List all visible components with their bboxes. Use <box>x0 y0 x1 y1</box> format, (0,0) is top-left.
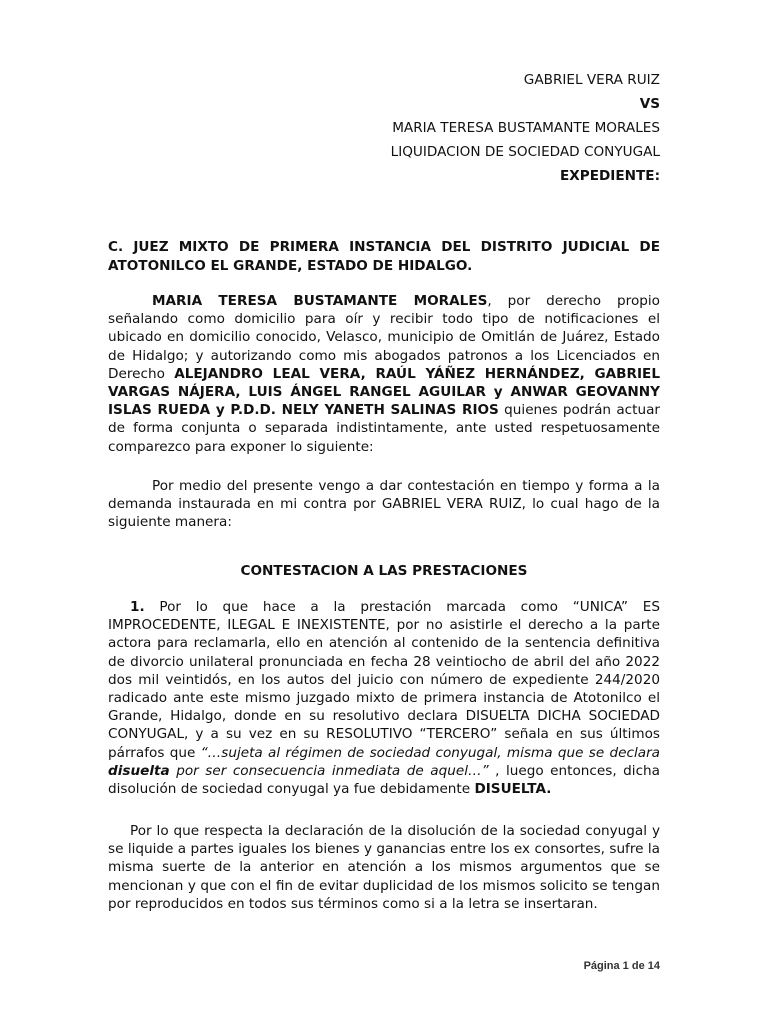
paragraph-text: , luego entonces, dicha disolución de sociedad conyugal ya fue debidamente <box>108 762 660 798</box>
paragraph-text: Por lo que respecta la declaración de la disolución de la sociedad conyugal y se liquide a partes iguales los bienes y ganancias entre los ex consortes, sufre la misma suerte de la anterior en atención a los mismos argumentos que se mencionan y que con el fin de evitar duplicidad de los mismos solicito se tengan por reproducidos en todos sus términos como si a la letra se insertaran. <box>108 823 660 912</box>
versus-label: VS <box>639 96 660 112</box>
emphasis-text: DISUELTA. <box>474 781 552 798</box>
quote-bold: disuelta <box>108 762 170 779</box>
point-number: 1. <box>130 599 145 615</box>
defendant-name: MARIA TERESA BUSTAMANTE MORALES <box>392 120 660 136</box>
case-matter: LIQUIDACION DE SOCIEDAD CONYUGAL <box>390 144 660 160</box>
file-label: EXPEDIENTE: <box>559 168 660 184</box>
section-title: CONTESTACION A LAS PRESTACIONES <box>240 563 528 579</box>
paragraph-response <box>108 477 660 532</box>
defendant-name-inline: MARIA TERESA BUSTAMANTE MORALES <box>152 293 488 309</box>
addressee: C. JUEZ MIXTO DE PRIMERA INSTANCIA DEL DISTRITO JUDICIAL DE ATOTONILCO EL GRANDE, ESTADO DE HIDALGO. <box>108 239 660 274</box>
paragraph-text: Por medio del presente vengo a dar contestación en tiempo y forma a la demanda instaurada en mi contra por GABRIEL VERA RUIZ, lo cual hago de la siguiente manera: <box>108 478 660 531</box>
paragraph-point-1 <box>108 598 660 798</box>
paragraph-text: Por lo que hace a la prestación marcada como “UNICA” ES IMPROCEDENTE, ILEGAL E INEXISTENTE, por no asistirle el derecho a la parte actora para reclamarla, ello en atención al contenido de la sentencia definitiva de divorcio unilateral pronunciada en fecha 28 veintiocho de abril del año 2022 dos mil veintidós, en los autos del juicio con número de expediente 244/2020 radicado ante este mismo juzgado mixto de primera instancia de Atotonilco el Grande, Hidalgo, donde en su resolutivo declara DISUELTA DICHA SOCIEDAD CONYUGAL, y a su vez en su RESOLUTIVO “TERCERO” señala en sus últimos párrafos que <box>108 599 660 761</box>
paragraph-point-2 <box>108 822 660 913</box>
plaintiff-name: GABRIEL VERA RUIZ <box>523 72 660 88</box>
page-number: Página 1 de 14 <box>583 960 660 972</box>
paragraph-text: , por derecho propio señalando como domicilio para oír y recibir todo tipo de notificaciones el ubicado en domicilio conocido, Velasco, municipio de Omitlán de Juárez, Estado de Hidalgo; y autorizando como mis abogados patronos a los Licenciados en Derecho <box>108 293 660 382</box>
lawyers-list: ALEJANDRO LEAL VERA, RAÚL YÁÑEZ HERNÁNDEZ, GABRIEL VARGAS NÁJERA, LUIS ÁNGEL RANGEL AGUILAR y ANWAR GEOVANNY ISLAS RUEDA y P.D.D. NELY YANETH SALINAS RIOS <box>108 365 661 419</box>
paragraph-text: quienes podrán actuar de forma conjunta o separada indistintamente, ante usted respetuosamente comparezco para exponer lo siguiente: <box>108 402 661 455</box>
case-header <box>391 68 660 188</box>
quote-text: por ser consecuencia inmediata de aquel…” <box>169 762 489 779</box>
quote-text: “…sujeta al régimen de sociedad conyugal, misma que se declara <box>200 744 660 761</box>
paragraph-appearance <box>108 292 660 456</box>
